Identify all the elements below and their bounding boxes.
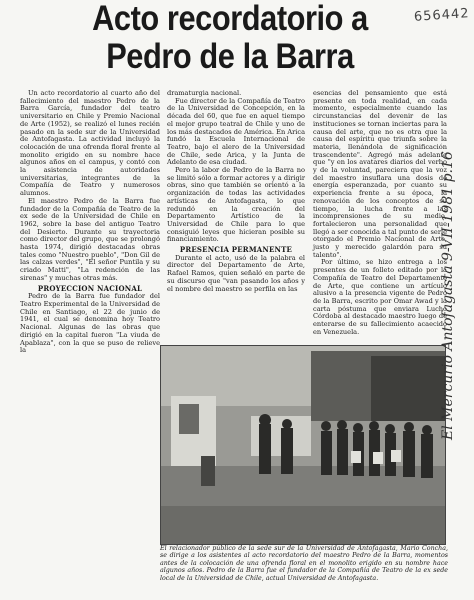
column-2-paragraph-2: Fue director de la Compañía de Teatro de la Universidad de Concepción, en la década del 60, que fue en aquel tiempo el mejor grupo teatral de Chile y uno de los más destacados de América. En Arica fundó la Escuela Internacional de Teatro, bajo el alero de la Universidad de Chile, sede Arica, y la Junta de Adelanto de esa ciudad. (167, 96, 305, 167)
column-2-paragraph-4: Durante el acto, usó de la palabra el director del Departamento de Arte, Rafael Ramos, quien señaló en parte de su discurso que "van pasando los años y el nombre del maestro se perfila en las (167, 253, 305, 293)
column-1-paragraph-1: Un acto recordatorio al cuarto año del fallecimiento del maestro Pedro de la Barra García, fundador del teatro universitario en Chile y Premio Nacional de Arte (1952), se realizó el lunes recién pasado en la sede sur de la Universidad de Antofagasta. La actividad incluyó la colocación de una ofrenda floral frente al monolito erigido en su nombre hace algunos años en el campus, y contó con la asistencia de autoridades universitarias, integrantes de la Compañía de Teatro y numerosos alumnos. (20, 89, 160, 198)
subheading-presencia-permanente: PRESENCIA PERMANENTE (179, 245, 293, 255)
photo-caption: El relacionador público de la sede sur de la Universidad de Antofagasta, Mario Concha, se dirige a los asistentes al acto recordatorio del maestro Pedro de la Barra, momentos antes de la colocación de una ofrenda floral en el monolito erigido en su nombre hace algunos años. Pedro de la Barra fue el fundador de la Compañía de Teatro de la ex sede local de la Universidad de Chile, actual Universidad de Antofagasta. (160, 545, 448, 582)
subheading-proyeccion-nacional: PROYECCION NACIONAL (37, 283, 143, 293)
column-3-paragraph-1: esencias del pensamiento que está presente en toda realidad, en cada momento, especialmente cuando las circunstancias del devenir de las instituciones se tornan inciertas para la causa del arte, que no es otra que la causa del espíritu que triunfa sobre la materia, llenándola de significación trascendente". Agregó más adelante que "y en los avatares diarios del verbo y de la voluntad, pareciera que la voz del maestro insuflara una dosis de energía esperanzada, por cuanto su experiencia frente a su época, la renovación de los conceptos de su tiempo, la lucha frente a las incomprensiones de su medio, fortalecieron una personalidad que llegó a ser conocida a tal punto de serle otorgado el Premio Nacional de Arte, justo y merecido galardón para su talento". (313, 89, 447, 259)
headline-line-2: Pedro de la Barra (106, 37, 354, 76)
ceremony-photo-image (161, 346, 445, 544)
article-column-3 (313, 90, 447, 337)
column-2-paragraph-3: Pero la labor de Pedro de la Barra no se limitó sólo a formar actores y a dirigir obras, sino que también se orientó a la organización de todas las actividades artísticas de Antofagasta, lo que redundó en la creación del Departamento Artístico de la Universidad de Chile para lo que consiguió leyes que hicieran posible su financiamiento. (167, 166, 305, 244)
article-column-1 (20, 90, 160, 355)
column-3-paragraph-2: Por último, se hizo entrega a los presentes de un folleto editado por la Compañía de Teatro del Departamento de Arte, que contiene un artículo alusivo a la presencia vigente de Pedro de la Barra, escrito por Omar Awad y la carta póstuma que enviara Lucho Córdoba al destacado maestro luego de enterarse de su fallecimiento acaecido en Venezuela. (313, 258, 447, 336)
headline (63, 0, 397, 76)
column-1-paragraph-3: Pedro de la Barra fue fundador del Teatro Experimental de la Universidad de Chile en Santiago, el 22 de junio de 1941, el cual se denomina hoy Teatro Nacional. Algunas de las obras que dirigió en la capital fueron "La viuda de Apablaza", con la que se puso de relieve la (20, 292, 160, 355)
handwritten-annotation: El Mercurio Antofagasta 9-VII-1981 p.16 (440, 151, 456, 440)
archive-stamp-number: 656442 (413, 6, 471, 25)
article-column-2 (167, 90, 305, 293)
column-2-paragraph-1: dramaturgia nacional. (167, 89, 242, 97)
news-photo (160, 345, 446, 545)
headline-line-1: Acto recordatorio a (92, 0, 368, 38)
column-1-paragraph-2: El maestro Pedro de la Barra fue fundador de la Compañía de Teatro de la ex sede de la Universidad de Chile en 1962, sobre la base del antiguo Teatro del Desierto. Durante su trayectoria como director del grupo, que se prolongó hasta 1974, dirigió destacadas obras tales como "Nuestro pueblo", "Don Gil de las calzas verdes", "El señor Puntila y su criado Matti", "La redención de las sirenas" y muchas otras más. (20, 196, 160, 282)
